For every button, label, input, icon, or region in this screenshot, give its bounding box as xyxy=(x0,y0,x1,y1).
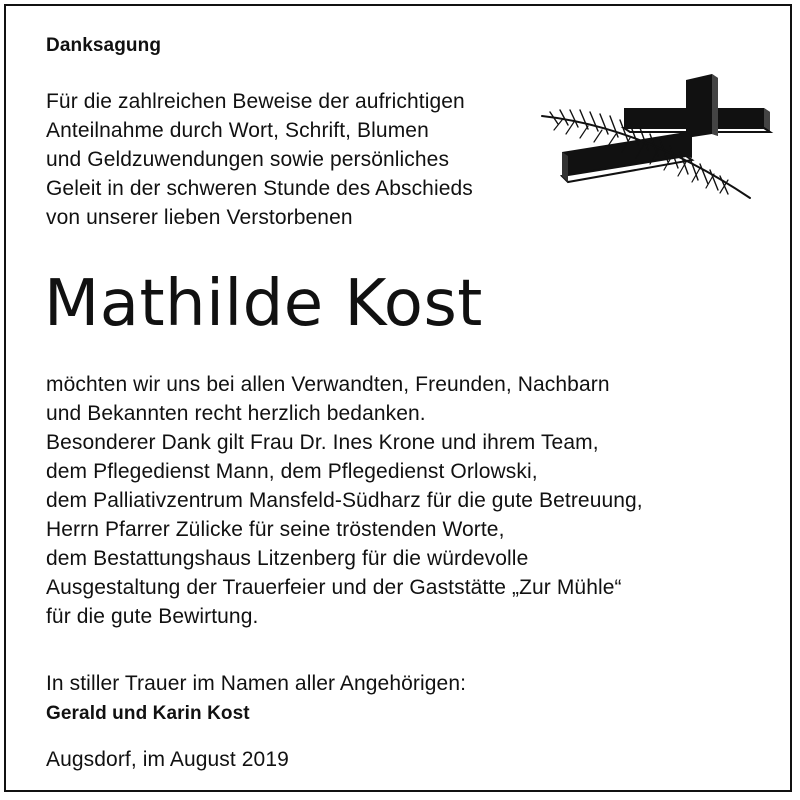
notice-title: Danksagung xyxy=(46,35,162,56)
thanks-line: Ausgestaltung der Trauerfeier und der Gaststätte „Zur Mühle“ xyxy=(46,576,622,599)
thanks-paragraph xyxy=(46,370,643,631)
place-date: Augsdorf, im August 2019 xyxy=(46,748,289,771)
intro-line: Für die zahlreichen Beweise der aufrichtigen xyxy=(46,90,465,113)
thanks-line: Herrn Pfarrer Zülicke für seine tröstenden Worte, xyxy=(46,518,505,541)
thanks-line: dem Palliativzentrum Mansfeld-Südharz für die gute Betreuung, xyxy=(46,489,643,512)
mourning-line: In stiller Trauer im Namen aller Angehörigen: xyxy=(46,672,467,695)
thanks-line: für die gute Bewirtung. xyxy=(46,605,259,628)
intro-paragraph xyxy=(46,87,473,232)
signers: Gerald und Karin Kost xyxy=(46,703,250,724)
intro-line: Geleit in der schweren Stunde des Abschieds xyxy=(46,177,473,200)
intro-line: Anteilnahme durch Wort, Schrift, Blumen xyxy=(46,119,429,142)
thanks-line: Besonderer Dank gilt Frau Dr. Ines Krone und ihrem Team, xyxy=(46,431,599,454)
intro-line: und Geldzuwendungen sowie persönliches xyxy=(46,148,450,171)
deceased-name: Mathilde Kost xyxy=(44,267,483,341)
intro-line: von unserer lieben Verstorbenen xyxy=(46,206,353,229)
cross-with-palm-frond-icon xyxy=(536,72,782,206)
thanks-line: möchten wir uns bei allen Verwandten, Freunden, Nachbarn xyxy=(46,373,610,396)
thanks-line: dem Pflegedienst Mann, dem Pflegedienst Orlowski, xyxy=(46,460,538,483)
thanks-line: dem Bestattungshaus Litzenberg für die würdevolle xyxy=(46,547,529,570)
thanks-line: und Bekannten recht herzlich bedanken. xyxy=(46,402,426,425)
